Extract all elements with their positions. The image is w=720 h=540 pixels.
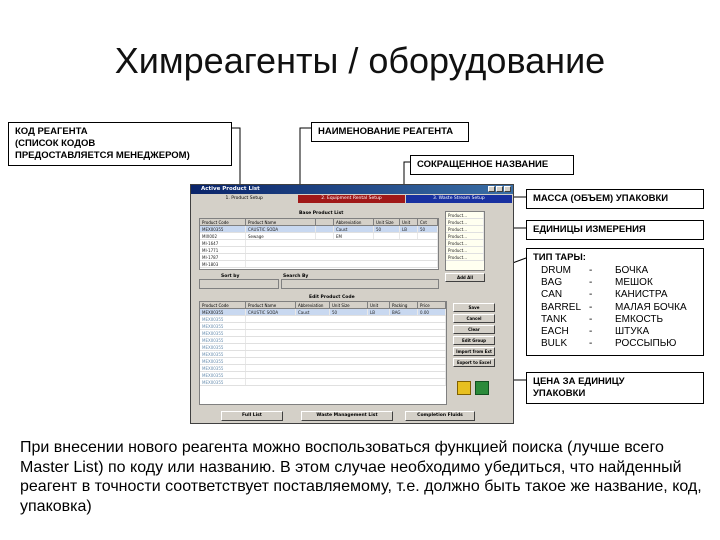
maximize-button[interactable] xyxy=(496,186,503,192)
tara-row: CAN - КАНИСТРА xyxy=(541,289,668,301)
edit-group-button[interactable]: Edit Group xyxy=(453,336,495,345)
list-item[interactable]: Product... xyxy=(446,219,484,226)
report-icon[interactable] xyxy=(457,381,471,395)
list-item[interactable]: Product... xyxy=(446,233,484,240)
table-row[interactable]: MEX00355 xyxy=(200,323,446,330)
close-button[interactable] xyxy=(504,186,511,192)
table-row[interactable]: MEX00355 xyxy=(200,330,446,337)
tara-row: DRUM - БОЧКА xyxy=(541,265,649,276)
table-row[interactable]: MEX00355 xyxy=(200,358,446,365)
tara-row: TANK - ЕМКОСТЬ xyxy=(541,313,664,325)
callout-name: НАИМЕНОВАНИЕ РЕАГЕНТА xyxy=(311,122,469,142)
base-product-grid: Product Code Product Name Abbreviation Unit Size Unit Cnt MEX00355 CAUSTIC SODA Caust 50 LB 50 MIX002 Sewage EM MI-1647 MI-1771 MI-1787 MI-1803 xyxy=(199,218,439,270)
table-row[interactable]: MEX00355 xyxy=(200,372,446,379)
sort-label: Sort by xyxy=(221,274,240,279)
table-row[interactable]: MIX002 Sewage EM xyxy=(200,233,438,240)
tara-row: BARREL - МАЛАЯ БОЧКА xyxy=(541,301,687,313)
table-row[interactable]: MEX00355 xyxy=(200,365,446,372)
edit-row[interactable]: MEX00355 CAUSTIC SODA Caust 50 LB BAG 0.00 xyxy=(200,309,446,316)
tab-waste-stream[interactable]: 3. Waste Stream Setup xyxy=(406,195,513,203)
edit-product-grid: Product Code Product Name Abbreviation Unit Size Unit Packing Price MEX00355 CAUSTIC SODA Caust 50 LB BAG 0.00 MEX00355 MEX00355 MEX00355 MEX00355 MEX00355 MEX00355 MEX00355 MEX00355 MEX00355 MEX00355 xyxy=(199,301,447,405)
search-panel xyxy=(281,279,439,289)
top-grid-title: Base Product List xyxy=(299,211,344,216)
list-item[interactable]: Product... xyxy=(446,247,484,254)
list-item[interactable]: Product... xyxy=(446,240,484,247)
waste-management-list-button[interactable]: Waste Management List xyxy=(301,411,393,421)
table-row[interactable]: MEX00355 CAUSTIC SODA Caust 50 LB 50 xyxy=(200,226,438,233)
table-row[interactable]: MEX00355 xyxy=(200,316,446,323)
import-button[interactable]: Import from Ext xyxy=(453,347,495,356)
completion-fluids-button[interactable]: Completion Fluids xyxy=(405,411,475,421)
minimize-button[interactable] xyxy=(488,186,495,192)
tab-product-setup[interactable]: 1. Product Setup xyxy=(191,195,298,203)
sort-panel xyxy=(199,279,279,289)
tara-table xyxy=(541,265,705,350)
callout-price: ЦЕНА ЗА ЕДИНИЦУ УПАКОВКИ xyxy=(526,372,704,404)
callout-code: КОД РЕАГЕНТА (СПИСОК КОДОВ ПРЕДОСТАВЛЯЕТСЯ МЕНЕДЖЕРОМ) xyxy=(8,122,232,166)
callout-tara: ТИП ТАРЫ: xyxy=(526,248,704,356)
table-row[interactable]: MEX00355 xyxy=(200,337,446,344)
table-row[interactable]: MEX00355 xyxy=(200,379,446,386)
slide-caption: При внесении нового реагента можно воспользоваться функцией поиска (лучше всего Master List) по коду или названию. В этом случае необходимо убедиться, что найденный реагент в точности соответствует поставляемому, т.е. должно быть такое же название, код, упаковка) xyxy=(20,439,702,515)
callout-units: ЕДИНИЦЫ ИЗМЕРЕНИЯ xyxy=(526,220,704,240)
slide-title: Химреагенты / оборудование xyxy=(114,40,606,81)
search-label: Search By xyxy=(283,274,309,279)
window-titlebar: Active Product List xyxy=(191,185,513,194)
list-item[interactable]: Product... xyxy=(446,212,484,219)
callout-mass: МАССА (ОБЪЕМ) УПАКОВКИ xyxy=(526,189,704,209)
export-excel-button[interactable]: Export to Excel xyxy=(453,358,495,367)
tara-row: EACH - ШТУКА xyxy=(541,326,650,338)
tara-row: BULK - РОССЫПЬЮ xyxy=(541,338,677,350)
excel-icon[interactable] xyxy=(475,381,489,395)
side-product-list xyxy=(445,211,485,271)
clear-button[interactable]: Clear xyxy=(453,325,495,334)
full-list-button[interactable]: Full List xyxy=(221,411,283,421)
table-row[interactable]: MI-1803 xyxy=(200,261,438,268)
tara-row: BAG - МЕШОК xyxy=(541,277,653,289)
table-row[interactable]: MI-1771 xyxy=(200,247,438,254)
app-window xyxy=(190,184,514,424)
callout-short-name: СОКРАЩЕННОЕ НАЗВАНИЕ xyxy=(410,155,574,175)
table-row[interactable]: MEX00355 xyxy=(200,351,446,358)
tab-bar xyxy=(191,195,513,203)
list-item[interactable]: Product... xyxy=(446,226,484,233)
save-button[interactable]: Save xyxy=(453,303,495,312)
cancel-button[interactable]: Cancel xyxy=(453,314,495,323)
edit-grid-title: Edit Product Code xyxy=(309,295,355,300)
add-all-button[interactable]: Add All xyxy=(445,273,485,282)
list-item[interactable]: Product... xyxy=(446,254,484,261)
table-row[interactable]: MEX00355 xyxy=(200,344,446,351)
tab-equipment-rental[interactable]: 2. Equipment Rental Setup xyxy=(298,195,405,203)
table-row[interactable]: MI-1647 xyxy=(200,240,438,247)
table-row[interactable]: MI-1787 xyxy=(200,254,438,261)
